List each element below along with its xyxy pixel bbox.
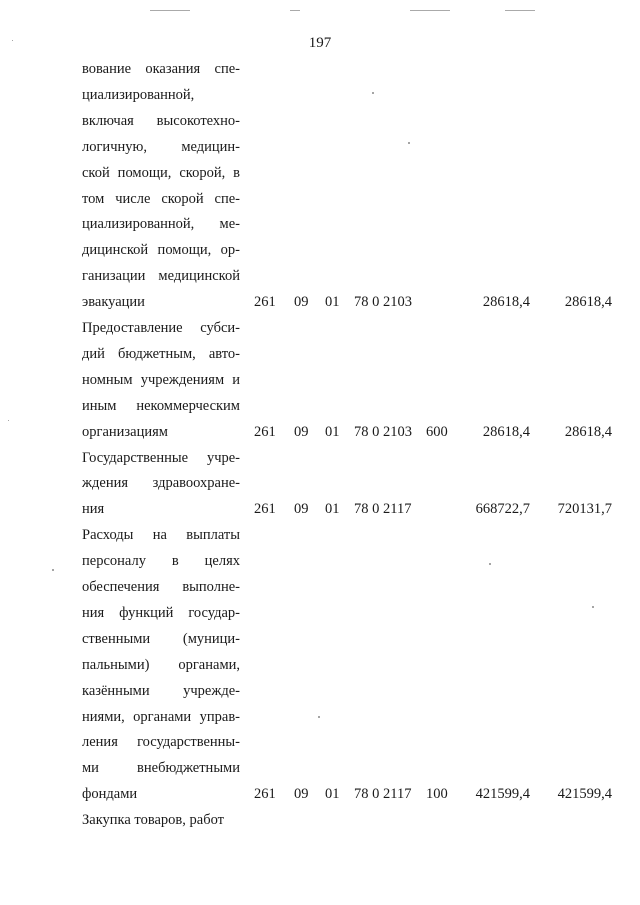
row-description-line: обеспечения выполне- xyxy=(82,579,240,595)
row-description-line: том числе скорой спе- xyxy=(82,190,240,207)
row-description-line: включая высокотехно- xyxy=(82,112,240,129)
column-pr: 01 xyxy=(325,786,340,803)
scan-speck xyxy=(408,142,410,144)
column-sum-year2: 28618,4 xyxy=(564,294,612,311)
column-sum-year1: 668722,7 xyxy=(475,501,530,518)
page-number: 197 xyxy=(308,35,332,51)
scan-speck xyxy=(8,420,9,421)
scan-artifact xyxy=(290,10,300,11)
column-rz: 09 xyxy=(294,294,309,311)
row-description-line: дицинской помощи, ор- xyxy=(82,242,240,259)
row-description-line: ганизации медицинской xyxy=(82,268,240,285)
row-description-line: Закупка товаров, работ xyxy=(82,812,224,829)
row-description-line: Государственные учре- xyxy=(82,449,240,466)
column-pr: 01 xyxy=(325,294,340,311)
scan-speck xyxy=(12,40,13,41)
row-description-line: казёнными учрежде- xyxy=(82,682,240,699)
column-ved: 261 xyxy=(254,786,276,803)
column-vr: 600 xyxy=(426,423,448,440)
column-ved: 261 xyxy=(254,501,276,518)
scan-artifact xyxy=(150,10,190,11)
scan-artifact xyxy=(410,10,450,11)
column-sum-year2: 28618,4 xyxy=(564,423,612,440)
row-description-line: логичную, медицин- xyxy=(82,138,240,155)
column-ved: 261 xyxy=(254,423,276,440)
column-rz: 09 xyxy=(294,423,309,440)
column-rz: 09 xyxy=(294,501,309,518)
row-description-line: ления государственны- xyxy=(82,734,240,751)
row-description-line: ния xyxy=(82,501,105,518)
row-description-line: персоналу в целях xyxy=(82,553,240,570)
scan-speck xyxy=(372,92,374,94)
row-description-line: номным учреждениям и xyxy=(82,371,240,388)
column-vr: 100 xyxy=(426,786,448,803)
column-sum-year2: 720131,7 xyxy=(557,501,612,518)
row-description-line: ния функций государ- xyxy=(82,604,240,621)
row-description-line: вование оказания спе- xyxy=(82,61,240,77)
row-description-line: ждения здравоохране- xyxy=(82,475,240,492)
scan-speck xyxy=(318,716,320,718)
column-sum-year2: 421599,4 xyxy=(557,786,612,803)
column-pr: 01 xyxy=(325,423,340,440)
column-pr: 01 xyxy=(325,501,340,518)
row-description-line: дий бюджетным, авто- xyxy=(82,345,240,362)
column-sum-year1: 421599,4 xyxy=(475,786,530,803)
column-csr: 78 0 2117 xyxy=(354,501,412,518)
column-ved: 261 xyxy=(254,294,276,311)
column-sum-year1: 28618,4 xyxy=(482,423,530,440)
column-csr: 78 0 2117 xyxy=(354,786,412,803)
row-description-line: иным некоммерческим xyxy=(82,397,240,414)
column-csr: 78 0 2103 xyxy=(354,294,412,311)
column-sum-year1: 28618,4 xyxy=(482,294,530,311)
row-description-line: ниями, органами управ- xyxy=(82,708,240,725)
row-description-line: Расходы на выплаты xyxy=(82,527,240,544)
row-description-line: ми внебюджетными xyxy=(82,760,240,777)
row-description-line: циализированной, xyxy=(82,86,195,103)
row-description-line: эвакуации xyxy=(82,294,145,311)
scan-artifact xyxy=(505,10,535,11)
scan-speck xyxy=(592,606,594,608)
column-rz: 09 xyxy=(294,786,309,803)
column-csr: 78 0 2103 xyxy=(354,423,412,440)
scan-speck xyxy=(52,569,54,571)
scan-speck xyxy=(489,563,491,565)
row-description-line: циализированной, ме- xyxy=(82,216,240,233)
row-description-line: фондами xyxy=(82,786,138,803)
row-description-line: ской помощи, скорой, в xyxy=(82,164,240,181)
row-description-line: организациям xyxy=(82,423,168,440)
row-description-line: ственными (муници- xyxy=(82,630,240,647)
row-description-line: пальными) органами, xyxy=(82,656,240,673)
row-description-line: Предоставление субси- xyxy=(82,320,240,336)
